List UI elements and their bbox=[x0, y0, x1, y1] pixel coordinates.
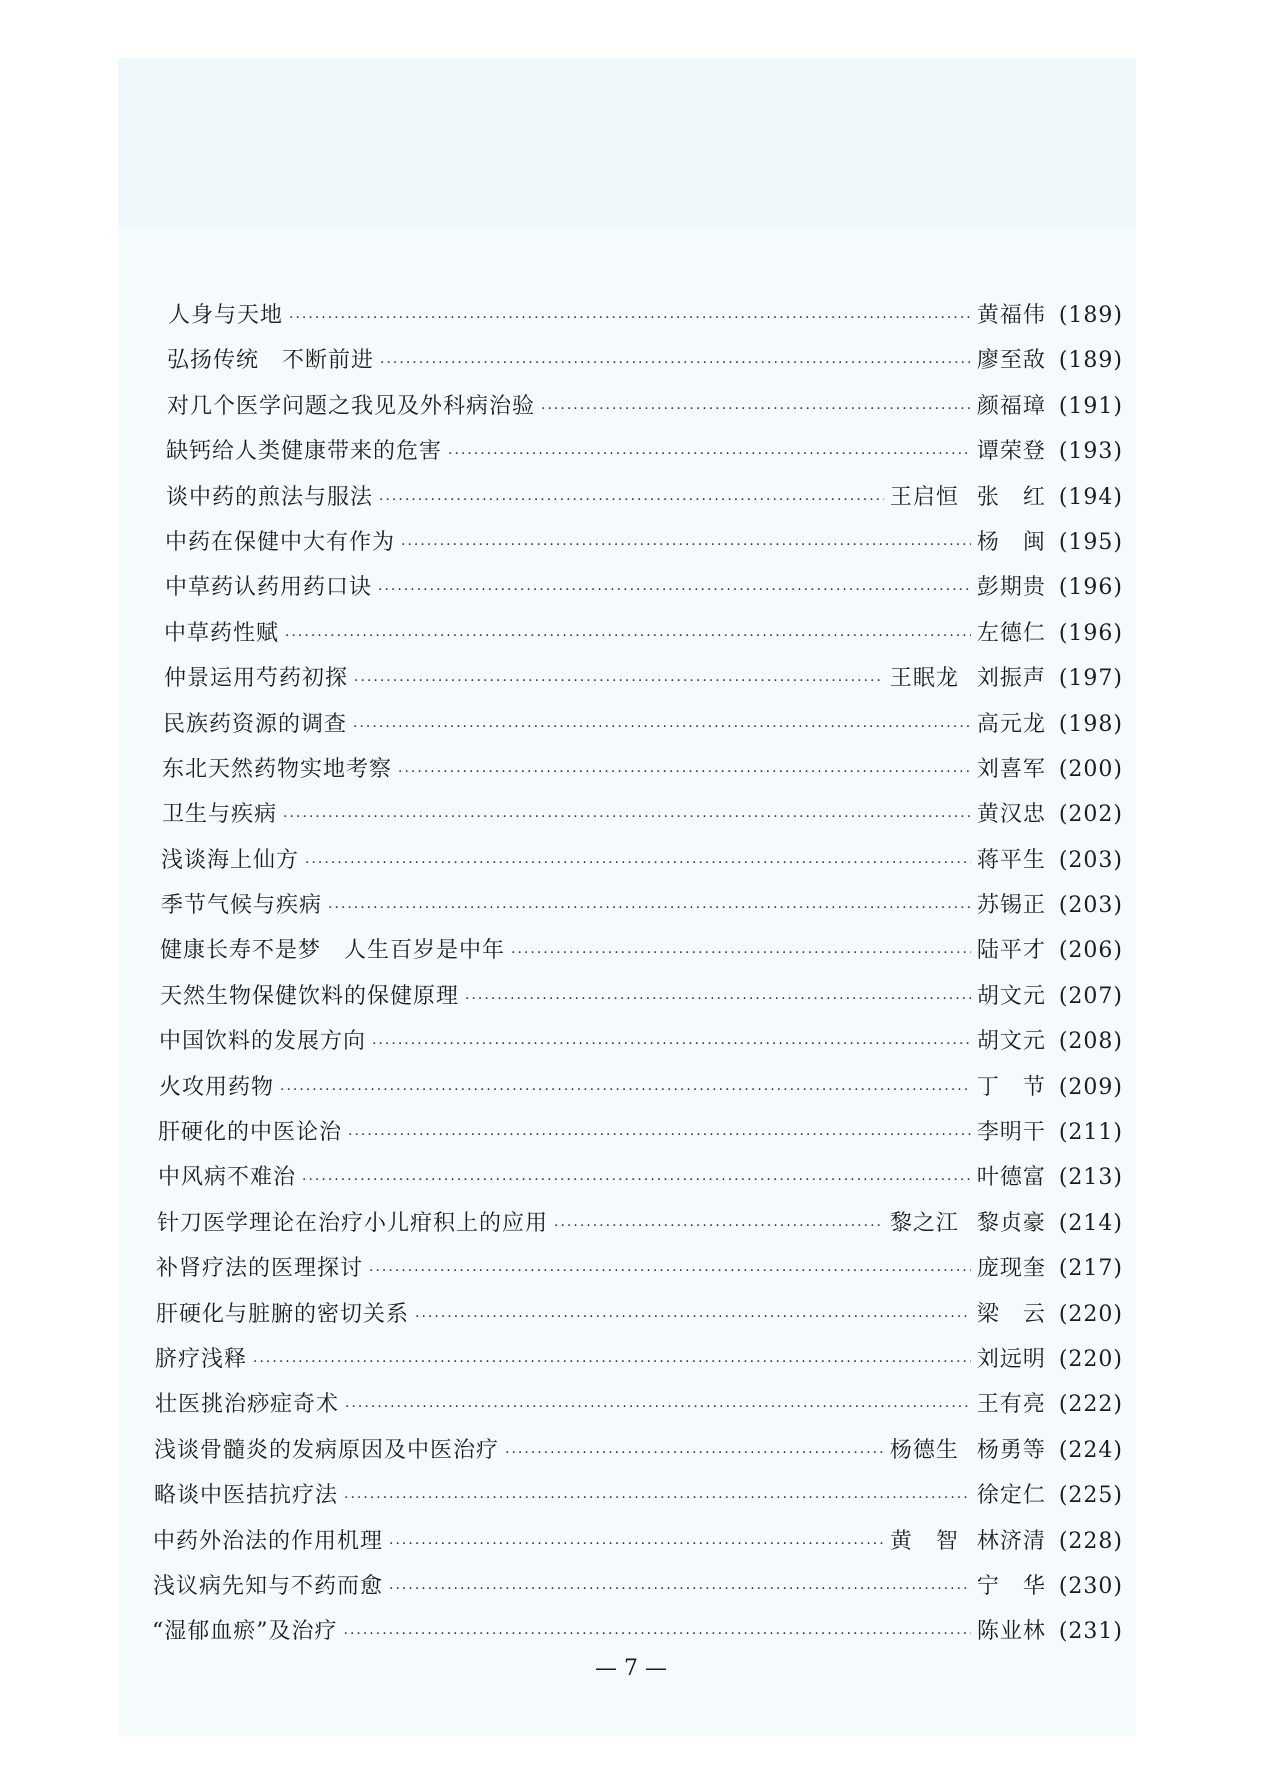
dot-leader bbox=[283, 809, 971, 825]
entry-page: (195) bbox=[1058, 529, 1123, 555]
entry-page: (202) bbox=[1058, 802, 1123, 828]
entry-title: 健康长寿不是梦 人生百岁是中年 bbox=[160, 938, 506, 964]
entry-author: 高元龙 bbox=[976, 711, 1046, 737]
entry-title: 中风病不难治 bbox=[158, 1165, 297, 1191]
entry-title: 浅谈骨髓炎的发病原因及中医治疗 bbox=[154, 1437, 500, 1463]
entry-page: (207) bbox=[1058, 983, 1123, 1009]
entry-title: 肝硬化的中医论治 bbox=[158, 1120, 343, 1146]
entry-title: 中国饮料的发展方向 bbox=[159, 1029, 367, 1055]
entry-page: (189) bbox=[1058, 303, 1123, 328]
dot-leader bbox=[353, 719, 971, 735]
entry-author: 陆平才 bbox=[976, 938, 1046, 964]
header-band bbox=[118, 58, 1136, 228]
entry-page: (220) bbox=[1058, 1301, 1123, 1327]
entry-author: 黎贞豪 bbox=[976, 1210, 1046, 1236]
dot-leader bbox=[344, 1626, 971, 1642]
toc-entry bbox=[153, 1569, 1123, 1614]
entry-author: 林济清 bbox=[976, 1528, 1046, 1554]
dot-leader bbox=[253, 1354, 971, 1370]
entry-page: (224) bbox=[1058, 1437, 1123, 1463]
entry-author: 宁 华 bbox=[976, 1573, 1046, 1599]
entry-author: 刘喜军 bbox=[976, 756, 1046, 782]
dot-leader bbox=[344, 1490, 971, 1506]
dot-leader bbox=[505, 1445, 884, 1461]
entry-page: (211) bbox=[1058, 1120, 1123, 1146]
entry-title: 针刀医学理论在治疗小儿疳积上的应用 bbox=[157, 1210, 549, 1236]
toc-entry bbox=[153, 1524, 1123, 1569]
toc-entry bbox=[156, 1297, 1123, 1342]
page-number: — 7 — bbox=[595, 1656, 667, 1681]
entry-author: 廖至敌 bbox=[976, 348, 1046, 374]
entry-author: 杨 闽 bbox=[976, 529, 1046, 555]
toc-entry bbox=[167, 343, 1123, 388]
entry-title: 肝硬化与脏腑的密切关系 bbox=[156, 1301, 410, 1327]
entry-title: 仲景运用芍药初探 bbox=[164, 666, 349, 692]
entry-author: 李明干 bbox=[976, 1120, 1046, 1146]
entry-coauthor: 黄 智 bbox=[889, 1528, 959, 1554]
toc-entry bbox=[165, 525, 1123, 570]
dot-leader bbox=[328, 900, 971, 916]
dot-leader bbox=[280, 1082, 971, 1098]
toc-entry bbox=[162, 752, 1123, 797]
toc-entry bbox=[160, 979, 1123, 1024]
toc-entry bbox=[163, 707, 1123, 752]
toc-entry bbox=[159, 1070, 1123, 1115]
entry-title: 中草药性赋 bbox=[164, 620, 280, 646]
entry-page: (193) bbox=[1058, 439, 1123, 465]
dot-leader bbox=[541, 401, 971, 417]
entry-title: 东北天然药物实地考察 bbox=[162, 756, 393, 782]
dot-leader bbox=[465, 991, 971, 1007]
entry-page: (200) bbox=[1058, 756, 1123, 782]
entry-author: 左德仁 bbox=[976, 620, 1046, 646]
entry-title: 弘扬传统 不断前进 bbox=[167, 348, 375, 374]
dot-leader bbox=[378, 582, 971, 598]
entry-author: 王有亮 bbox=[976, 1392, 1046, 1418]
entry-author: 杨勇等 bbox=[976, 1437, 1046, 1463]
entry-title: 天然生物保健饮料的保健原理 bbox=[160, 983, 460, 1009]
entry-author: 颜福璋 bbox=[976, 393, 1046, 419]
entry-title: 对几个医学问题之我见及外科病治验 bbox=[167, 393, 536, 419]
entry-page: (196) bbox=[1058, 575, 1123, 601]
dot-leader bbox=[415, 1309, 971, 1325]
entry-page: (220) bbox=[1058, 1346, 1123, 1372]
dot-leader bbox=[389, 1536, 884, 1552]
entry-author: 叶德富 bbox=[976, 1165, 1046, 1191]
entry-title: 火攻用药物 bbox=[159, 1074, 275, 1100]
entry-page: (189) bbox=[1058, 348, 1123, 374]
dot-leader bbox=[389, 1581, 971, 1597]
toc-entry bbox=[166, 434, 1123, 479]
entry-title: 补肾疗法的医理探讨 bbox=[156, 1256, 364, 1282]
dot-leader bbox=[348, 1127, 971, 1143]
dot-leader bbox=[448, 446, 971, 462]
entry-title: 壮医挑治痧症奇术 bbox=[155, 1392, 340, 1418]
entry-title: 脐疗浅释 bbox=[155, 1346, 248, 1372]
toc-entry bbox=[158, 1160, 1123, 1205]
entry-coauthor: 王启恒 bbox=[889, 484, 959, 510]
entry-title: 略谈中医拮抗疗法 bbox=[154, 1483, 339, 1509]
entry-author: 刘远明 bbox=[976, 1346, 1046, 1372]
toc-entry bbox=[164, 616, 1123, 661]
toc-entry bbox=[157, 1206, 1123, 1251]
toc-entry bbox=[160, 933, 1123, 978]
dot-leader bbox=[398, 764, 971, 780]
dot-leader bbox=[372, 1036, 971, 1052]
entry-author: 刘振声 bbox=[976, 666, 1046, 692]
entry-coauthor: 杨德生 bbox=[889, 1437, 959, 1463]
toc-entry bbox=[164, 661, 1123, 706]
toc-entry bbox=[161, 843, 1123, 888]
entry-title: “湿郁血瘀”及治疗 bbox=[152, 1619, 338, 1645]
entry-page: (222) bbox=[1058, 1392, 1123, 1418]
entry-page: (198) bbox=[1058, 711, 1123, 737]
entry-author: 彭期贵 bbox=[976, 575, 1046, 601]
entry-author: 张 红 bbox=[976, 484, 1046, 510]
entry-page: (228) bbox=[1058, 1528, 1123, 1554]
entry-page: (206) bbox=[1058, 938, 1123, 964]
entry-page: (214) bbox=[1058, 1210, 1123, 1236]
dot-leader bbox=[380, 355, 971, 371]
entry-title: 人身与天地 bbox=[168, 303, 284, 328]
entry-page: (203) bbox=[1058, 893, 1123, 919]
entry-page: (217) bbox=[1058, 1256, 1123, 1282]
dot-leader bbox=[302, 1172, 971, 1188]
entry-title: 中药在保健中大有作为 bbox=[165, 529, 396, 555]
entry-title: 民族药资源的调查 bbox=[163, 711, 348, 737]
entry-page: (196) bbox=[1058, 620, 1123, 646]
entry-author: 黄福伟 bbox=[976, 303, 1046, 328]
entry-author: 蒋平生 bbox=[976, 847, 1046, 873]
entry-page: (203) bbox=[1058, 847, 1123, 873]
table-of-contents bbox=[152, 298, 1123, 1660]
dot-leader bbox=[554, 1218, 884, 1234]
toc-entry bbox=[165, 570, 1123, 615]
entry-author: 胡文元 bbox=[976, 983, 1046, 1009]
entry-page: (194) bbox=[1058, 484, 1123, 510]
dot-leader bbox=[305, 855, 971, 871]
entry-title: 浅议病先知与不药而愈 bbox=[153, 1573, 384, 1599]
entry-author: 苏锡正 bbox=[976, 893, 1046, 919]
entry-author: 丁 节 bbox=[976, 1074, 1046, 1100]
toc-entry bbox=[154, 1478, 1123, 1523]
entry-author: 胡文元 bbox=[976, 1029, 1046, 1055]
entry-page: (213) bbox=[1058, 1165, 1123, 1191]
entry-page: (209) bbox=[1058, 1074, 1123, 1100]
entry-title: 中草药认药用药口诀 bbox=[165, 575, 373, 601]
entry-page: (231) bbox=[1058, 1619, 1123, 1645]
dot-leader bbox=[401, 537, 971, 553]
dot-leader bbox=[511, 945, 971, 961]
toc-entry bbox=[167, 389, 1123, 434]
entry-title: 中药外治法的作用机理 bbox=[153, 1528, 384, 1554]
dot-leader bbox=[289, 310, 971, 326]
toc-entry bbox=[162, 797, 1123, 842]
toc-entry bbox=[155, 1387, 1123, 1432]
dot-leader bbox=[285, 628, 971, 644]
entry-page: (230) bbox=[1058, 1573, 1123, 1599]
dot-leader bbox=[354, 673, 884, 689]
entry-page: (191) bbox=[1058, 393, 1123, 419]
entry-page: (197) bbox=[1058, 666, 1123, 692]
entry-title: 浅谈海上仙方 bbox=[161, 847, 300, 873]
entry-author: 陈业林 bbox=[976, 1619, 1046, 1645]
entry-page: (225) bbox=[1058, 1483, 1123, 1509]
entry-page: (208) bbox=[1058, 1029, 1123, 1055]
dot-leader bbox=[369, 1263, 971, 1279]
toc-entry bbox=[154, 1433, 1123, 1478]
entry-title: 谈中药的煎法与服法 bbox=[166, 484, 374, 510]
toc-entry bbox=[155, 1342, 1123, 1387]
entry-author: 黄汉忠 bbox=[976, 802, 1046, 828]
entry-title: 卫生与疾病 bbox=[162, 802, 278, 828]
dot-leader bbox=[345, 1399, 971, 1415]
entry-author: 徐定仁 bbox=[976, 1483, 1046, 1509]
entry-author: 庞现奎 bbox=[976, 1256, 1046, 1282]
entry-title: 季节气候与疾病 bbox=[161, 893, 323, 919]
toc-entry bbox=[166, 480, 1123, 525]
toc-entry bbox=[156, 1251, 1123, 1296]
toc-entry bbox=[158, 1115, 1123, 1160]
entry-author: 谭荣登 bbox=[976, 439, 1046, 465]
entry-title: 缺钙给人类健康带来的危害 bbox=[166, 439, 443, 465]
toc-entry bbox=[159, 1024, 1123, 1069]
dot-leader bbox=[379, 492, 884, 508]
toc-entry bbox=[152, 1614, 1123, 1659]
entry-author: 梁 云 bbox=[976, 1301, 1046, 1327]
toc-entry bbox=[161, 888, 1123, 933]
toc-entry bbox=[168, 298, 1123, 343]
entry-coauthor: 王眠龙 bbox=[889, 666, 959, 692]
entry-coauthor: 黎之江 bbox=[889, 1210, 959, 1236]
